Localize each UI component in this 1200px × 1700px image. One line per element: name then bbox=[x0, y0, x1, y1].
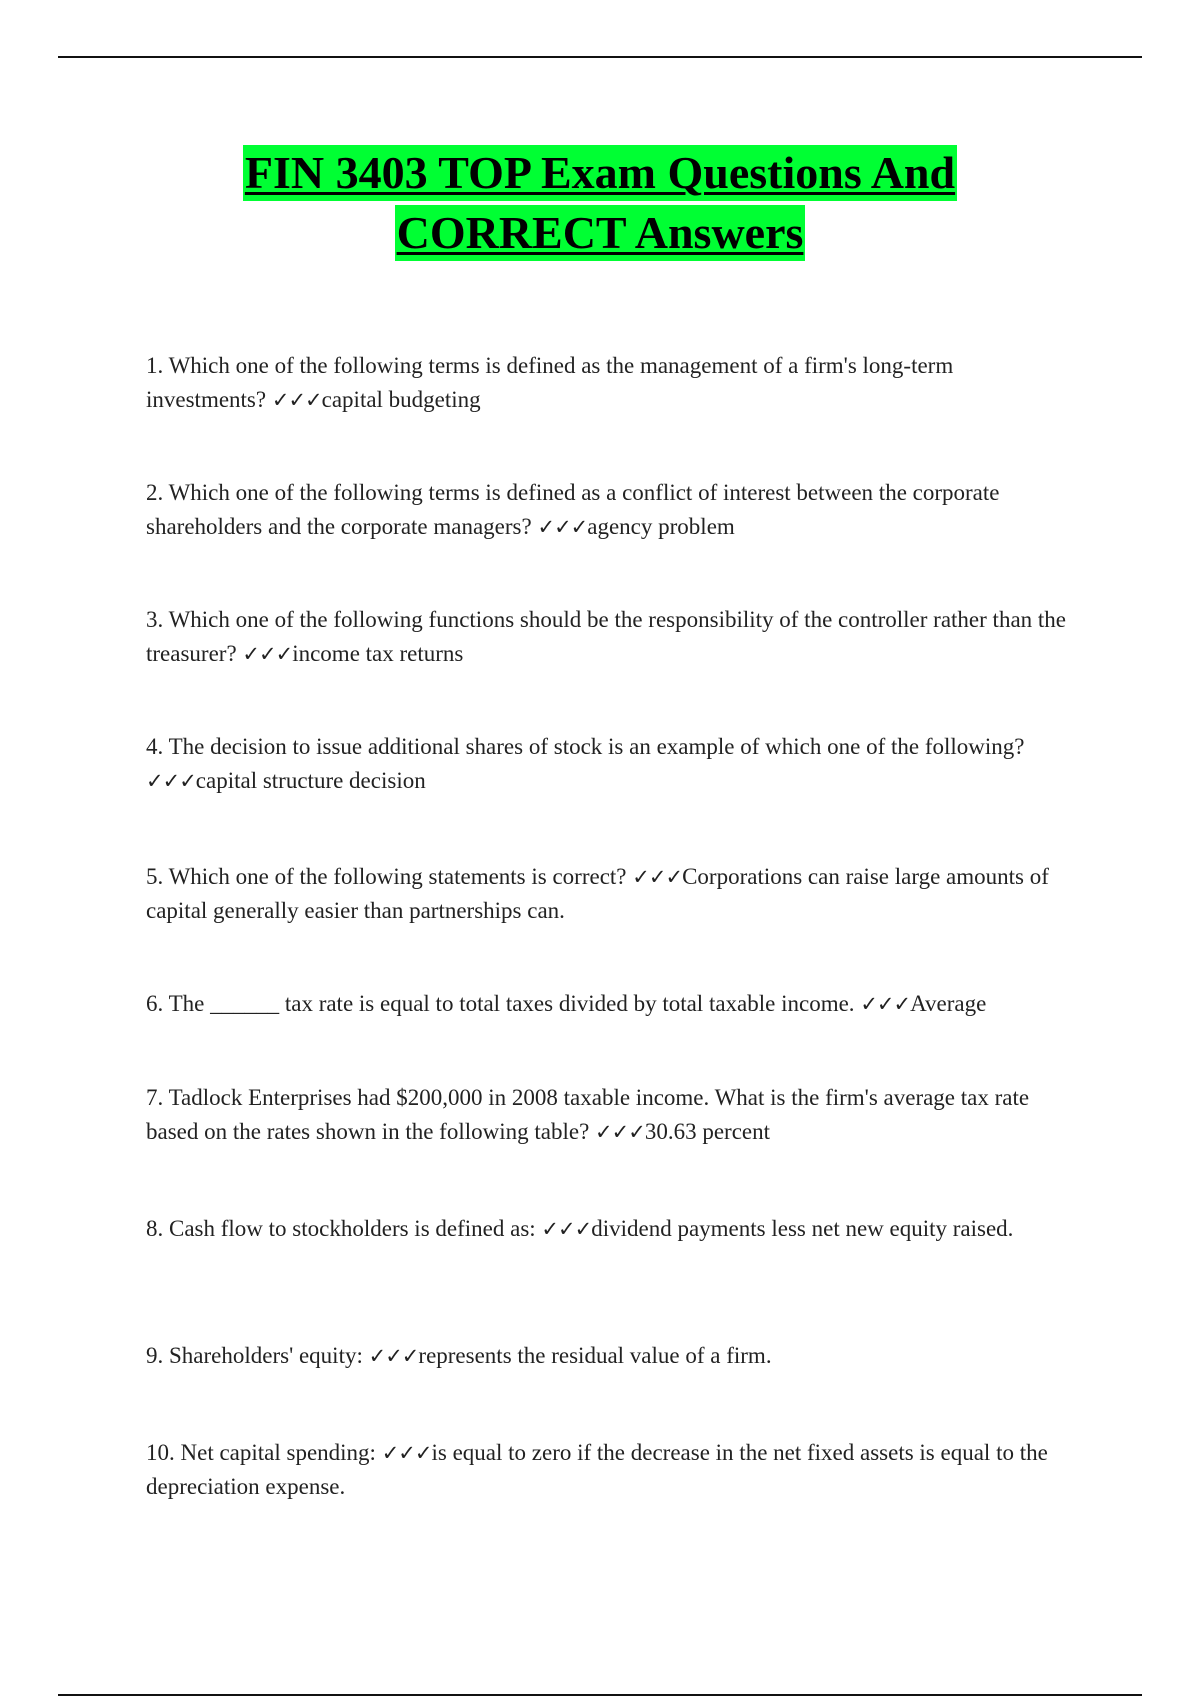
title-line-1: FIN 3403 TOP Exam Questions And bbox=[243, 145, 957, 201]
question-text: 4. The decision to issue additional shares of stock is an example of which one of the following? bbox=[146, 734, 1025, 759]
question-text: 1. Which one of the following terms is defined as the management of a firm's long-term investments? bbox=[146, 353, 954, 412]
checkmark-icon: ✓✓✓ bbox=[595, 1120, 645, 1144]
qa-item-4 bbox=[146, 730, 1066, 798]
answer-text: 30.63 percent bbox=[644, 1119, 771, 1144]
question-text: 6. The ______ tax rate is equal to total taxes divided by total taxable income. bbox=[146, 991, 855, 1016]
question-text: 9. Shareholders' equity: bbox=[146, 1343, 363, 1368]
answer-text: represents the residual value of a firm. bbox=[418, 1343, 772, 1368]
question-text: 5. Which one of the following statements is correct? bbox=[146, 864, 627, 889]
checkmark-icon: ✓✓✓ bbox=[146, 769, 196, 793]
qa-item-2 bbox=[146, 476, 1066, 544]
qa-item-3 bbox=[146, 603, 1066, 671]
checkmark-icon: ✓✓✓ bbox=[368, 1344, 419, 1368]
question-text: 3. Which one of the following functions should be the responsibility of the controller rather than the treasurer? bbox=[146, 607, 1066, 666]
top-rule bbox=[58, 56, 1142, 58]
title-line-2: CORRECT Answers bbox=[395, 205, 806, 261]
qa-item-1 bbox=[146, 349, 1066, 417]
answer-text: agency problem bbox=[587, 514, 735, 539]
qa-item-7 bbox=[146, 1081, 1066, 1149]
qa-item-5 bbox=[146, 860, 1066, 928]
answer-text: income tax returns bbox=[292, 641, 464, 666]
qa-item-8 bbox=[146, 1212, 1066, 1246]
answer-text: capital budgeting bbox=[321, 387, 481, 412]
question-text: 8. Cash flow to stockholders is defined as: bbox=[146, 1216, 536, 1241]
question-text: 2. Which one of the following terms is defined as a conflict of interest between the corporate shareholders and the corporate managers? bbox=[146, 480, 1000, 539]
question-text: 7. Tadlock Enterprises had $200,000 in 2008 taxable income. What is the firm's average tax rate based on the rates shown in the following table? bbox=[146, 1085, 1030, 1144]
qa-item-6 bbox=[146, 987, 1066, 1021]
answer-text: Average bbox=[910, 991, 987, 1016]
checkmark-icon: ✓✓✓ bbox=[242, 642, 293, 666]
checkmark-icon: ✓✓✓ bbox=[541, 1217, 592, 1241]
checkmark-icon: ✓✓✓ bbox=[271, 388, 322, 412]
question-text: 10. Net capital spending: bbox=[146, 1440, 376, 1465]
bottom-rule bbox=[58, 1694, 1142, 1696]
checkmark-icon: ✓✓✓ bbox=[632, 865, 683, 889]
answer-text: is equal to zero if the decrease in the net fixed assets is equal to the depreciation expense. bbox=[146, 1440, 1048, 1499]
qa-item-10 bbox=[146, 1436, 1066, 1504]
answer-text: dividend payments less net new equity raised. bbox=[591, 1216, 1014, 1241]
answer-text: capital structure decision bbox=[195, 768, 426, 793]
document-title bbox=[0, 145, 1200, 265]
qa-item-9 bbox=[146, 1339, 1066, 1373]
checkmark-icon: ✓✓✓ bbox=[381, 1441, 432, 1465]
answer-text: Corporations can raise large amounts of capital generally easier than partnerships can. bbox=[146, 864, 1049, 923]
checkmark-icon: ✓✓✓ bbox=[537, 515, 588, 539]
checkmark-icon: ✓✓✓ bbox=[860, 992, 911, 1016]
